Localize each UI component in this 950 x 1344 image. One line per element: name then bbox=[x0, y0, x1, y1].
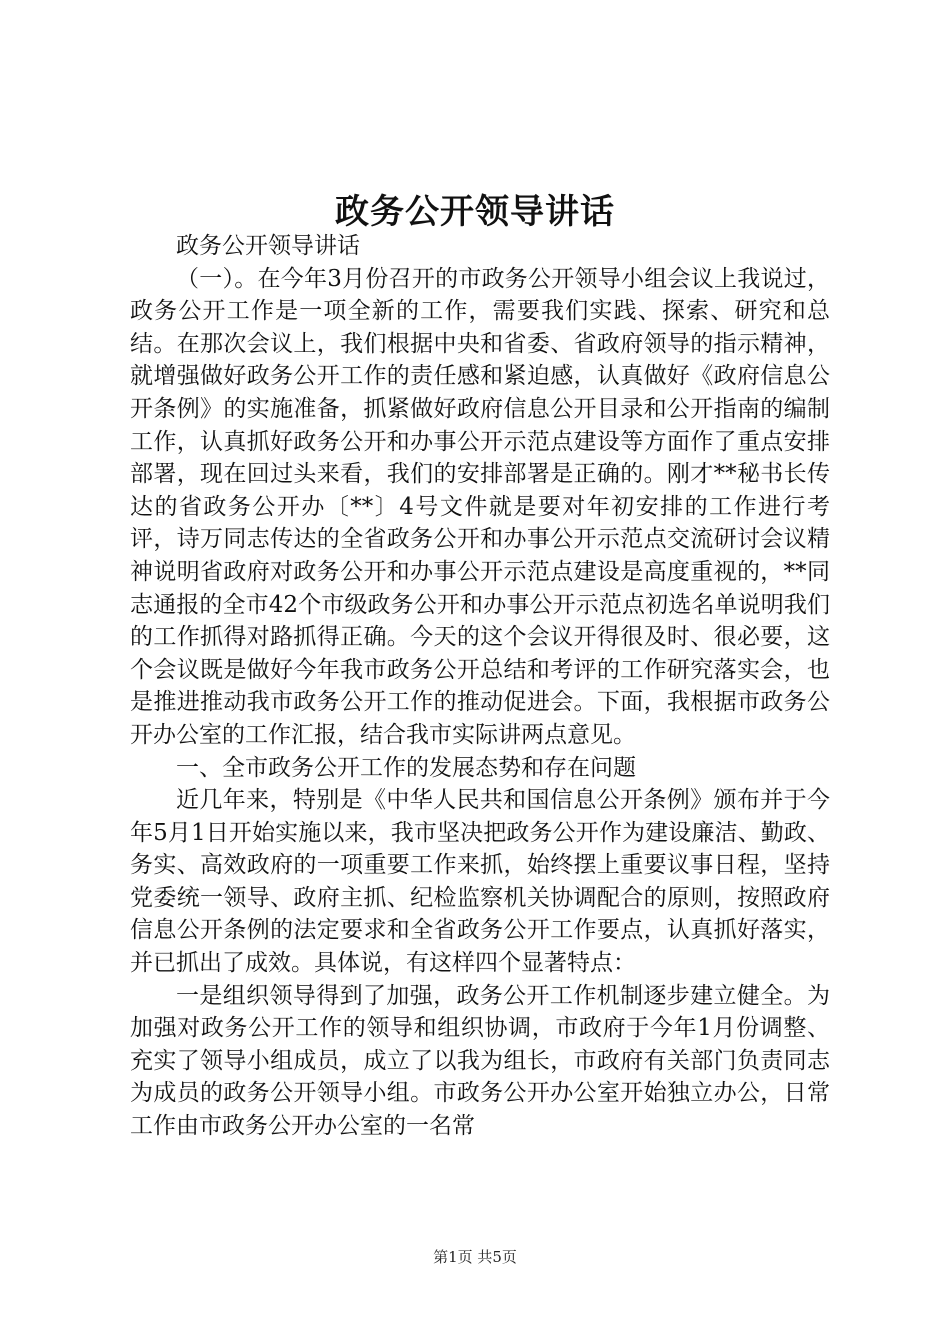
paragraph-point-one: 一是组织领导得到了加强，政务公开工作机制逐步建立健全。为加强对政务公开工作的领导和组织协调，市政府于今年1月份调整、充实了领导小组成员，成立了以我为组长，市政府有关部门负责同志为成员的政务公开领导小组。市政务公开办公室开始独立办公，日常工作由市政务公开办公室的一名常 bbox=[130, 982, 830, 1140]
document-title: 政务公开领导讲话 bbox=[335, 192, 615, 232]
page-footer: 第1页 共5页 bbox=[433, 1248, 517, 1266]
paragraph-overview: 近几年来，特别是《中华人民共和国信息公开条例》颁布并于今年5月1日开始实施以来，我市坚决把政务公开作为建设廉洁、勤政、务实、高效政府的一项重要工作来抓，始终摆上重要议事日程，坚持党委统一领导、政府主抓、纪检监察机关协调配合的原则，按照政府信息公开条例的法定要求和全省政务公开工作要点，认真抓好落实，并已抓出了成效。具体说，有这样四个显著特点： bbox=[130, 787, 830, 977]
paragraph-intro: （一）。在今年3月份召开的市政务公开领导小组会议上我说过，政务公开工作是一项全新的工作，需要我们实践、探索、研究和总结。在那次会议上，我们根据中央和省委、省政府领导的指示精神，就增强做好政务公开工作的责任感和紧迫感，认真做好《政府信息公开条例》的实施准备，抓紧做好政府信息公开目录和公开指南的编制工作，认真抓好政务公开和办事公开示范点建设等方面作了重点安排部署，现在回过头来看，我们的安排部署是正确的。刚才**秘书长传达的省政务公开办〔**〕4号文件就是要对年初安排的工作进行考评，诗万同志传达的全省政务公开和办事公开示范点交流研讨会议精神说明省政府对政务公开和办事公开示范点建设是高度重视的，**同志通报的全市42个市级政务公开和办事公开示范点初选名单说明我们的工作抓得对路抓得正确。今天的这个会议开得很及时、很必要，这个会议既是做好今年我市政务公开总结和考评的工作研究落实会，也是推进推动我市政务公开工作的推动促进会。下面，我根据市政务公开办公室的工作汇报，结合我市实际讲两点意见。 bbox=[130, 265, 830, 748]
paragraph-subtitle: 政务公开领导讲话 bbox=[176, 233, 360, 259]
document-body bbox=[130, 230, 830, 1143]
section-heading: 一、全市政务公开工作的发展态势和存在问题 bbox=[176, 754, 636, 781]
